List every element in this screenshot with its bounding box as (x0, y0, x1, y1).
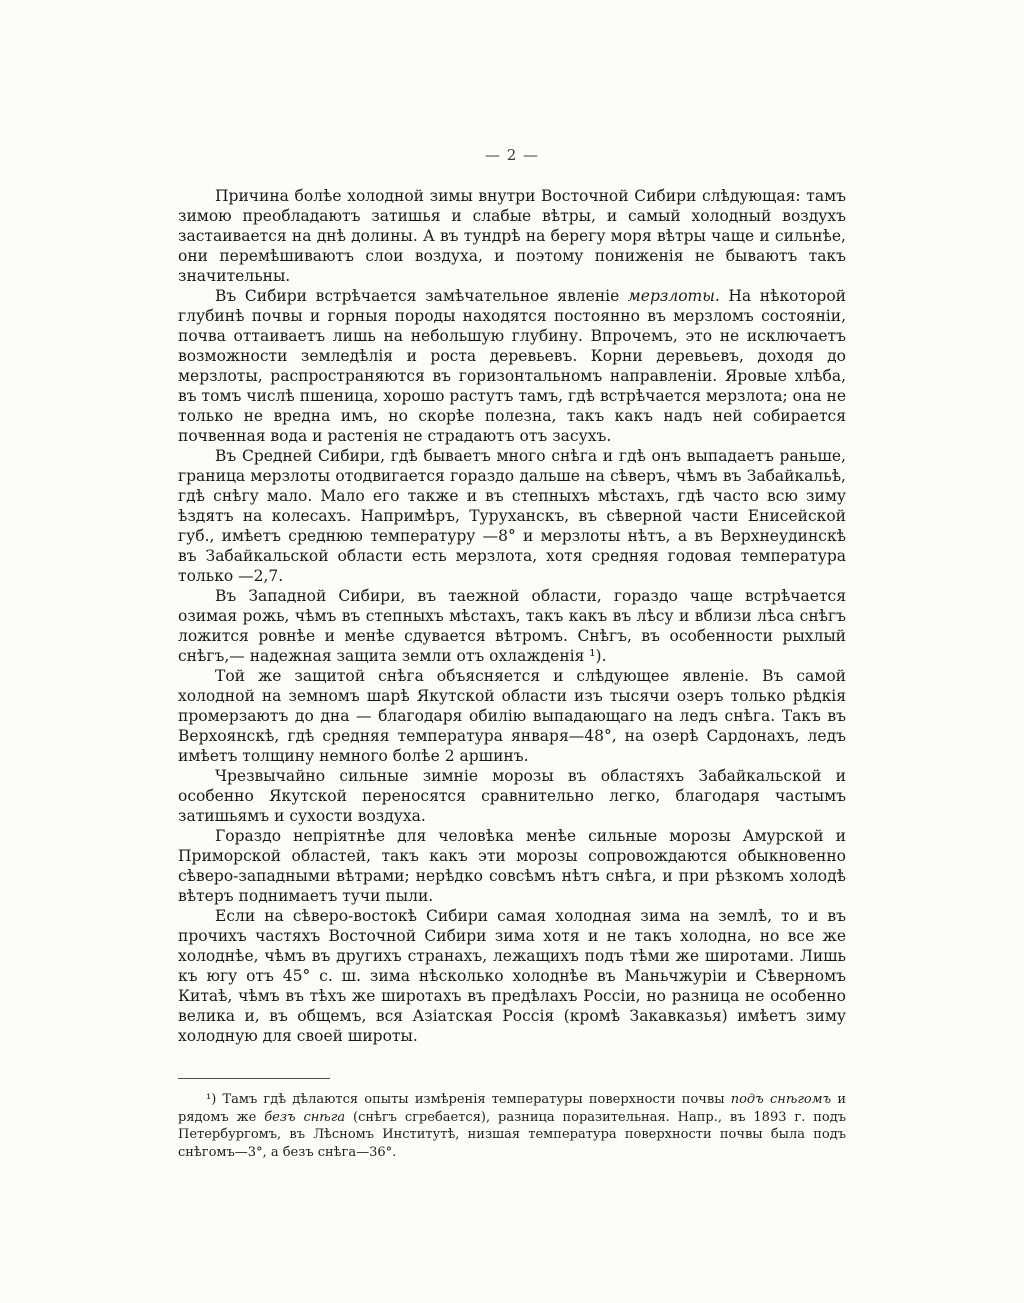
text-body (178, 186, 846, 1046)
text-run: Гораздо непріятнѣе для человѣка менѣе сильные морозы Амурской и Приморской областей, такъ какъ эти морозы сопровождаются обыкновенно сѣверо-западными вѣтрами; нерѣдко совсѣмъ нѣтъ снѣга, и при рѣзкомъ холодѣ вѣтеръ поднимаетъ тучи пыли. (178, 827, 846, 905)
italic-text-run: подъ снѣгомъ (730, 1092, 832, 1107)
text-run: Той же защитой снѣга объясняется и слѣдующее явленіе. Въ самой холодной на земномъ шарѣ Якутской области изъ тысячи озеръ только рѣдкія промерзаютъ до дна — благодаря обилію выпадающаго на ледъ снѣга. Такъ въ Верхоянскѣ, гдѣ средняя температура января—48°, на озерѣ Сардонахъ, ледъ имѣетъ толщину немного болѣе 2 аршинъ. (178, 667, 846, 765)
paragraph (178, 826, 846, 906)
italic-text-run: безъ снѣга (264, 1109, 346, 1125)
paragraph (178, 906, 846, 1046)
paragraph (178, 186, 846, 286)
text-run: (снѣгъ сгребается), разница поразительная. Напр., въ 1893 г. подъ Петербургомъ, въ Лѣсномъ Институтѣ, низшая температура поверхности почвы была подъ снѣгомъ—3°, а безъ снѣга—36°. (178, 1109, 846, 1160)
italic-text-run: мерзлоты (627, 287, 715, 305)
paragraph (178, 446, 846, 586)
text-run: и рядомъ же (178, 1092, 847, 1125)
footnote-block (178, 1078, 846, 1161)
text-run: Въ Сибири встрѣчается замѣчательное явленіе (215, 287, 628, 305)
footnote-rule (178, 1078, 330, 1079)
paragraph (178, 586, 846, 666)
text-run: ¹) Тамъ гдѣ дѣлаются опыты измѣренія температуры поверхности почвы (206, 1092, 731, 1107)
paragraph (178, 666, 846, 766)
text-run: Причина болѣе холодной зимы внутри Восточной Сибири слѣдующая: тамъ зимою преобладаютъ затишья и слабые вѣтры, и самый холодный воздухъ застаивается на днѣ долины. А въ тундрѣ на берегу моря вѣтры чаще и сильнѣе, они перемѣшиваютъ слои воздуха, и поэтому пониженія не бываютъ такъ значительны. (178, 187, 846, 285)
text-run: Въ Средней Сибири, гдѣ бываетъ много снѣга и гдѣ онъ выпадаетъ раньше, граница мерзлоты отодвигается гораздо дальше на сѣверъ, чѣмъ въ Забайкальѣ, гдѣ снѣгу мало. Мало его также и въ степныхъ мѣстахъ, гдѣ часто всю зиму ѣздятъ на колесахъ. Напримѣръ, Туруханскъ, въ сѣверной части Енисейской губ., имѣетъ среднюю температуру —8° и мерзлоты нѣтъ, а въ Верхнеудинскѣ въ Забайкальской области есть мерзлота, хотя средняя годовая температура только —2,7. (178, 447, 846, 585)
text-run: Если на сѣверо-востокѣ Сибири самая холодная зима на землѣ, то и въ прочихъ частяхъ Восточной Сибири зима хотя и не такъ холодна, но все же холоднѣе, чѣмъ въ другихъ странахъ, лежащихъ подъ тѣми же широтами. Лишь къ югу отъ 45° с. ш. зима нѣсколько холоднѣе въ Маньчжуріи и Сѣверномъ Китаѣ, чѣмъ въ тѣхъ же широтахъ въ предѣлахъ Россіи, но разница не особенно велика и, въ общемъ, вся Азіатская Россія (кромѣ Закавказья) имѣетъ зиму холодную для своей широты. (178, 907, 846, 1045)
paragraph (178, 286, 846, 446)
footnote-text (178, 1091, 846, 1161)
text-run: Чрезвычайно сильные зимніе морозы въ областяхъ Забайкальской и особенно Якутской переносятся сравнительно легко, благодаря частымъ затишьямъ и сухости воздуха. (178, 767, 846, 825)
paragraph (178, 766, 846, 826)
text-run: . На нѣкоторой глубинѣ почвы и горныя породы находятся постоянно въ мерзломъ состояніи, почва оттаиваетъ лишь на небольшую глубину. Впрочемъ, это не исключаетъ возможности земледѣлія и роста деревьевъ. Корни деревьевъ, доходя до мерзлоты, распространяются въ горизонтальномъ направленіи. Яровые хлѣба, въ томъ числѣ пшеница, хорошо растутъ тамъ, гдѣ встрѣчается мерзлота; она не только не вредна имъ, но скорѣе полезна, такъ какъ надъ ней собирается почвенная вода и растенія не страдаютъ отъ засухъ. (178, 287, 846, 445)
text-run: Въ Западной Сибири, въ таежной области, гораздо чаще встрѣчается озимая рожь, чѣмъ въ степныхъ мѣстахъ, такъ какъ въ лѣсу и вблизи лѣса снѣгъ ложится ровнѣе и менѣе сдувается вѣтромъ. Снѣгъ, въ особенности рыхлый снѣгъ,— надежная защита земли отъ охлажденія ¹). (178, 587, 846, 665)
page-number: — 2 — (484, 146, 540, 164)
